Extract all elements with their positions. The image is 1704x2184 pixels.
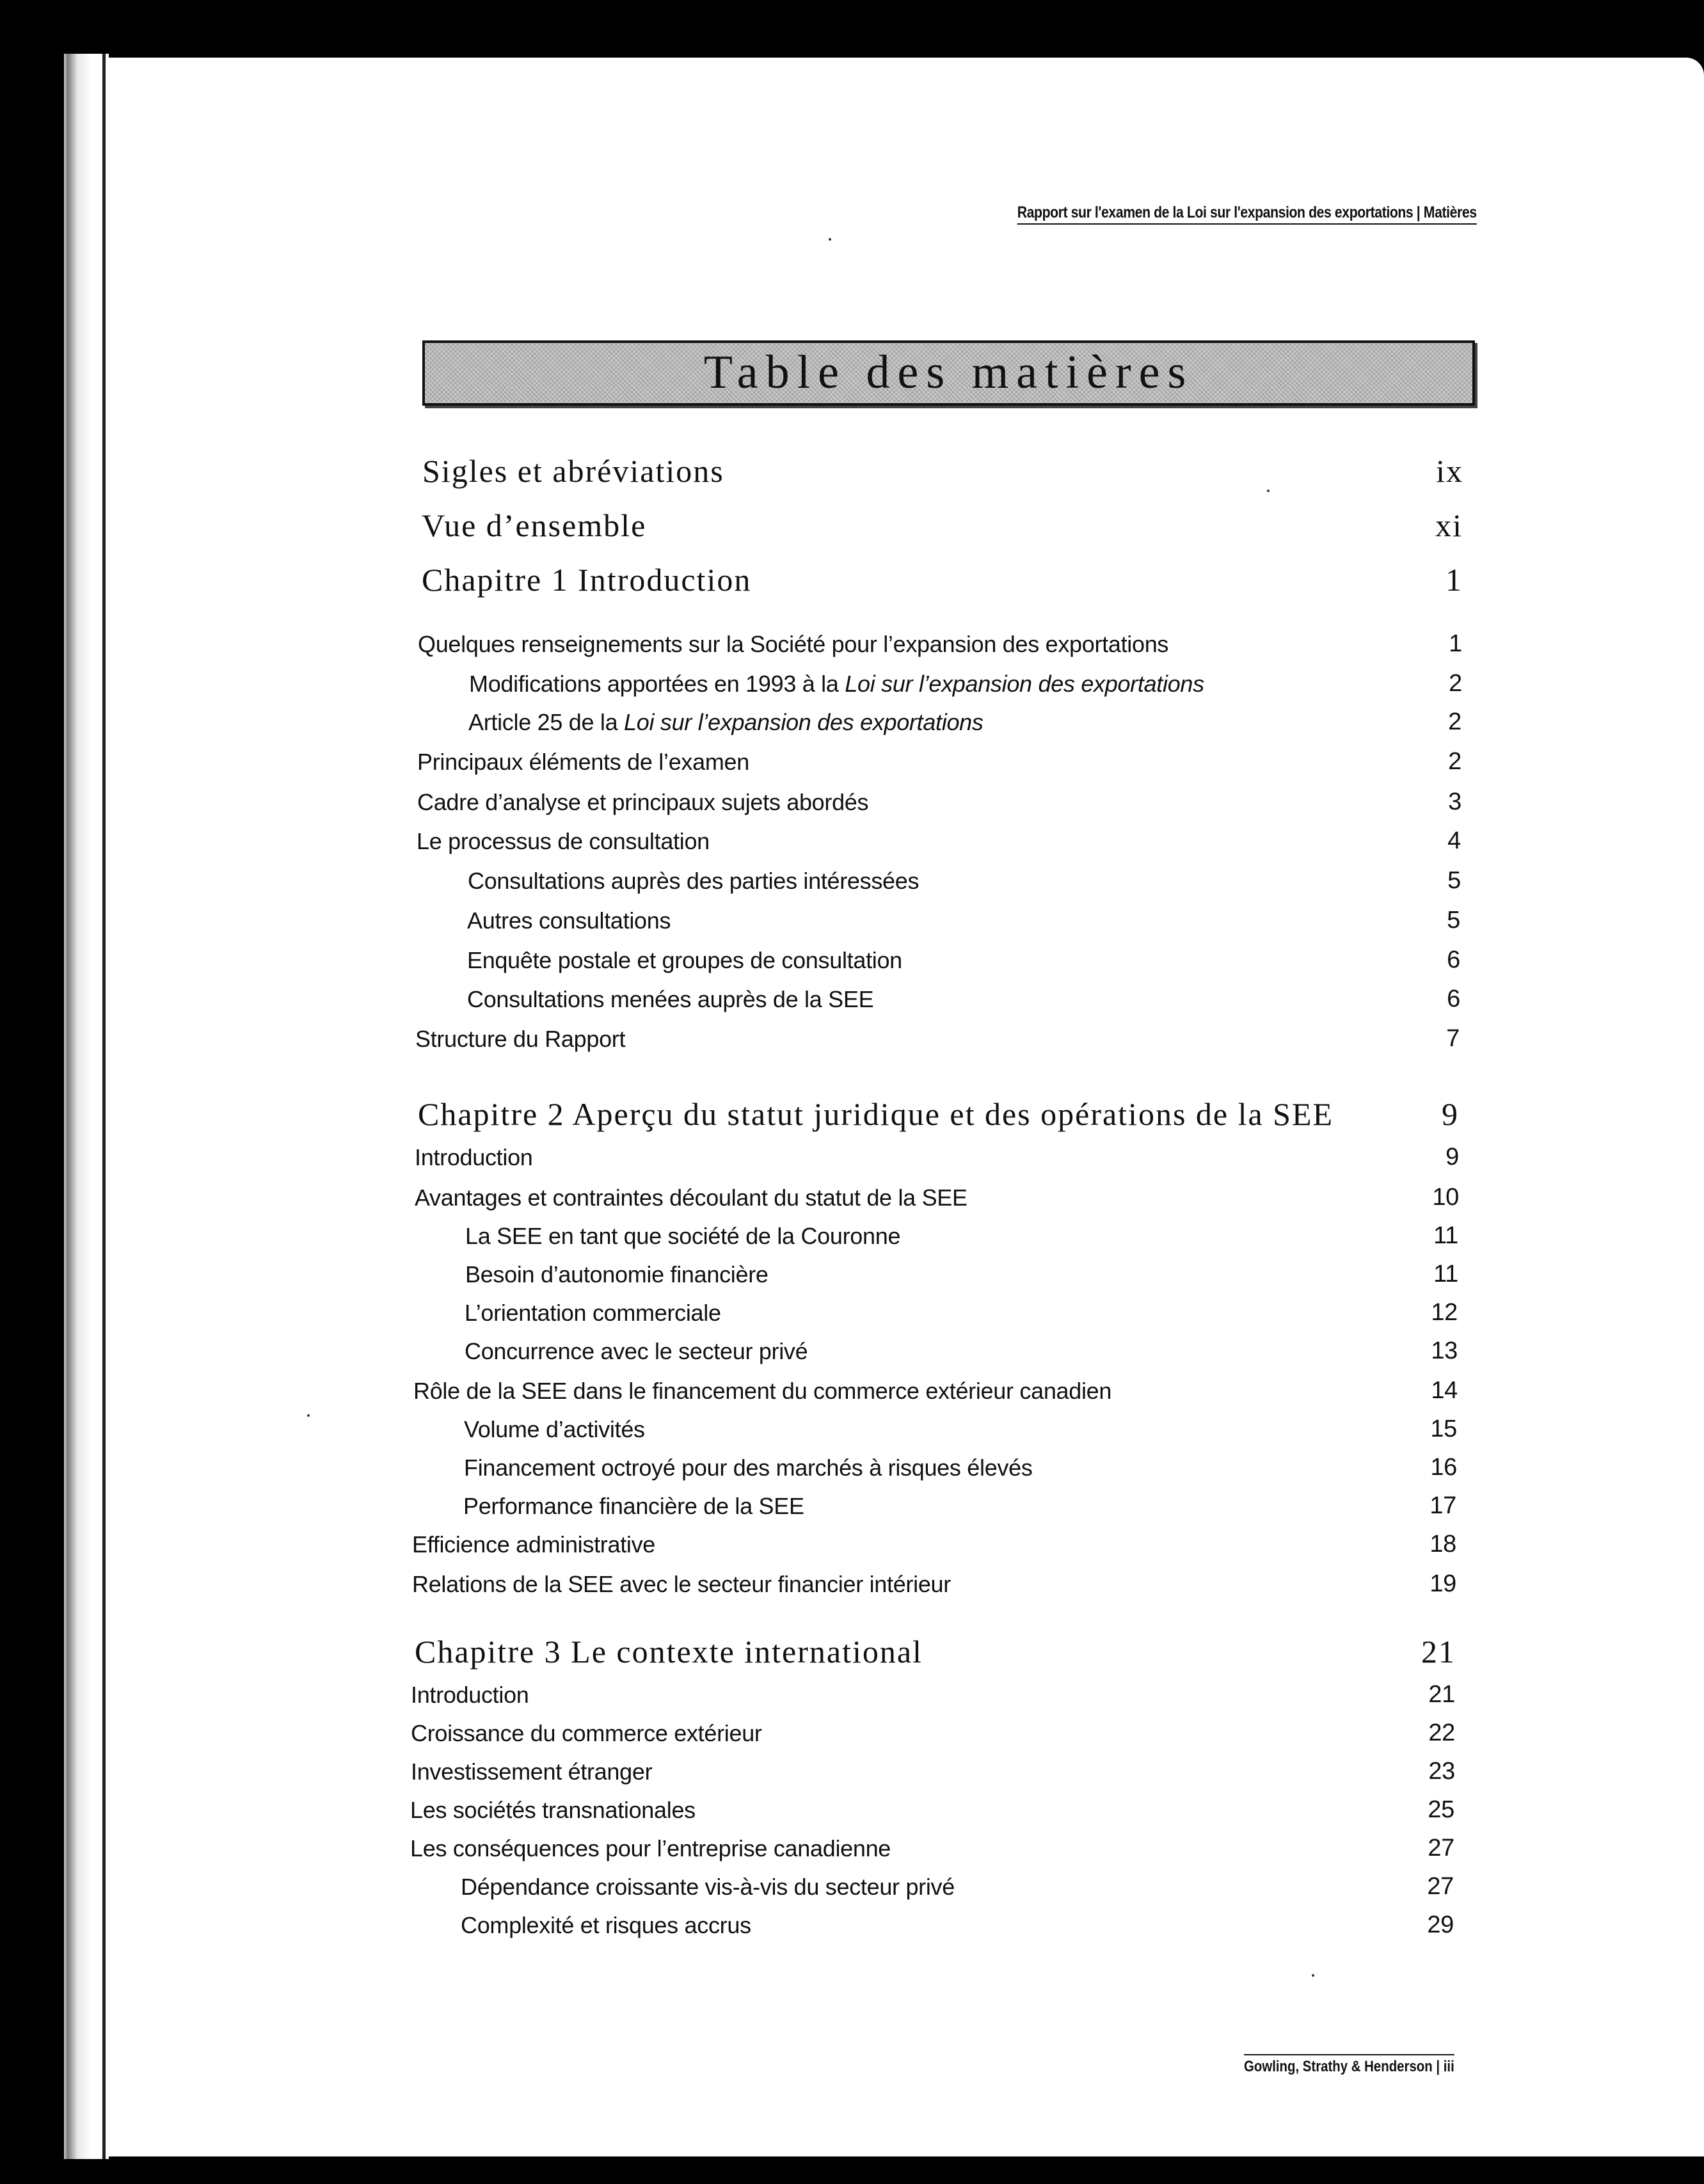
toc-entry[interactable]	[0, 1173, 1704, 1211]
toc-entry-text: Principaux éléments de l’examen	[417, 749, 749, 775]
title-banner	[422, 340, 1475, 406]
toc-entry-title	[418, 1096, 1334, 1133]
toc-entry[interactable]	[0, 451, 1704, 490]
toc-entry-title	[415, 1184, 967, 1211]
toc-entry[interactable]	[0, 1901, 1704, 1939]
toc-entry-title	[467, 907, 671, 934]
toc-entry-title	[417, 828, 710, 855]
toc-entry-title	[418, 631, 1168, 658]
toc-entry-page-number: 19	[1429, 1570, 1456, 1597]
toc-entry[interactable]	[0, 1405, 1704, 1443]
toc-entry[interactable]	[0, 1785, 1704, 1824]
toc-entry-page-number: 4	[1447, 827, 1461, 854]
toc-entry-text: Les conséquences pour l’entreprise canadienne	[410, 1835, 891, 1861]
toc-entry-title	[410, 1797, 696, 1824]
toc-entry-text: Introduction	[411, 1682, 529, 1708]
toc-entry[interactable]	[0, 1670, 1704, 1709]
toc-entry-page-number: 27	[1428, 1835, 1454, 1861]
toc-entry-page-number: 3	[1448, 788, 1461, 815]
toc-entry[interactable]	[0, 1747, 1704, 1785]
toc-entry-title	[422, 561, 751, 598]
toc-entry[interactable]	[0, 1824, 1704, 1862]
toc-entry-page-number: 18	[1429, 1531, 1456, 1558]
toc-entry-title	[415, 1144, 533, 1171]
toc-entry-page-number: 29	[1427, 1911, 1454, 1938]
toc-entry-page-number: 15	[1430, 1415, 1457, 1442]
toc-entry-text: Croissance du commerce extérieur	[411, 1720, 762, 1746]
toc-entry-page-number: 2	[1449, 670, 1462, 697]
toc-entry-text: Enquête postale et groupes de consultation	[467, 947, 902, 973]
toc-entry[interactable]	[0, 1250, 1704, 1288]
toc-entry[interactable]	[0, 1288, 1704, 1327]
toc-entry-page-number: 6	[1447, 946, 1460, 973]
toc-entry-page-number: 5	[1447, 867, 1461, 894]
page-title: Table des matières	[703, 346, 1194, 399]
toc-entry[interactable]	[0, 659, 1704, 697]
toc-entry[interactable]	[0, 1709, 1704, 1747]
toc-entry-page-number: xi	[1435, 507, 1463, 543]
toc-entry-text: Besoin d’autonomie financière	[465, 1261, 768, 1287]
toc-entry[interactable]	[0, 560, 1704, 598]
toc-entry[interactable]	[0, 975, 1704, 1013]
toc-entry-title	[465, 1261, 768, 1288]
toc-entry-page-number: 21	[1421, 1634, 1456, 1670]
running-footer: Gowling, Strathy & Henderson | iii	[1244, 2054, 1454, 2076]
toc-entry-title	[465, 1338, 808, 1365]
toc-entry[interactable]	[0, 619, 1704, 658]
toc-entry-page-number: 27	[1427, 1873, 1454, 1900]
toc-entry-text: Chapitre 1 Introduction	[422, 562, 752, 598]
toc-entry-text: Quelques renseignements sur la Société pour l’expansion des exportations	[418, 631, 1169, 657]
toc-entry[interactable]	[0, 1632, 1704, 1670]
toc-entry-title	[461, 1874, 955, 1901]
toc-entry-text: Performance financière de la SEE	[463, 1493, 804, 1519]
toc-entry-page-number: 12	[1431, 1299, 1458, 1326]
toc-entry-title	[411, 1682, 529, 1709]
toc-entry-title	[468, 868, 919, 895]
toc-entry-page-number: 9	[1442, 1096, 1459, 1132]
scan-speck	[1267, 490, 1270, 492]
toc-entry-title	[465, 1223, 900, 1250]
toc-entry[interactable]	[0, 697, 1704, 736]
toc-entry-text: Concurrence avec le secteur privé	[465, 1338, 808, 1364]
toc-entry-title	[415, 1026, 625, 1053]
toc-entry-title	[412, 1571, 951, 1598]
toc-entry-text: Investissement étranger	[411, 1758, 653, 1785]
toc-entry[interactable]	[0, 1133, 1704, 1171]
toc-entry[interactable]	[0, 1443, 1704, 1481]
toc-entry-text: Consultations auprès des parties intéressées	[468, 868, 920, 894]
toc-entry-text: Cadre d’analyse et principaux sujets abordés	[417, 789, 869, 815]
toc-entry-page-number: 17	[1429, 1492, 1456, 1519]
toc-entry-text: Chapitre 3 Le contexte international	[415, 1634, 923, 1670]
toc-entry-text: Modifications apportées en 1993 à la	[469, 671, 845, 697]
toc-entry-title	[464, 1455, 1033, 1481]
toc-entry-page-number: 5	[1447, 907, 1460, 934]
toc-entry[interactable]	[0, 1481, 1704, 1520]
toc-entry-title	[468, 709, 983, 736]
scan-speck	[1312, 1974, 1314, 1977]
toc-entry[interactable]	[0, 1366, 1704, 1405]
toc-entry-text: Introduction	[415, 1144, 533, 1170]
toc-entry-page-number: ix	[1436, 453, 1463, 489]
toc-entry[interactable]	[0, 1094, 1704, 1133]
toc-entry-text: Article 25 de la	[468, 709, 625, 735]
toc-entry-page-number: 11	[1433, 1261, 1458, 1287]
toc-entry-page-number: 6	[1447, 985, 1460, 1012]
toc-entry-text: Chapitre 2 Aperçu du statut juridique et des opérations de la SEE	[418, 1096, 1334, 1132]
toc-entry-page-number: 1	[1445, 562, 1463, 598]
toc-entry-text: Le processus de consultation	[417, 828, 710, 854]
toc-entry-text: Sigles et abréviations	[422, 453, 724, 489]
toc-entry-title	[422, 507, 646, 544]
toc-entry-text: Relations de la SEE avec le secteur financier intérieur	[412, 1571, 951, 1597]
toc-entry-page-number: 13	[1431, 1337, 1458, 1364]
toc-entry-title	[461, 1912, 751, 1939]
toc-entry-page-number: 23	[1428, 1758, 1455, 1785]
toc-entry-text: Vue d’ensemble	[422, 507, 647, 543]
toc-entry[interactable]	[0, 817, 1704, 855]
toc-entry-title	[417, 789, 868, 816]
toc-entry-page-number: 21	[1428, 1681, 1455, 1708]
toc-entry[interactable]	[0, 777, 1704, 816]
toc-entry-page-number: 10	[1432, 1184, 1459, 1211]
toc-entry-page-number: 25	[1428, 1796, 1454, 1823]
toc-entry[interactable]	[0, 1559, 1704, 1598]
toc-entry-text: Les sociétés transnationales	[410, 1797, 696, 1823]
toc-entry-italic-title: Loi sur l’expansion des exportations	[624, 709, 983, 735]
toc-entry-text: Volume d’activités	[464, 1416, 645, 1442]
toc-entry-text: Efficience administrative	[412, 1531, 656, 1558]
toc-entry-title	[417, 749, 749, 776]
toc-entry-title	[410, 1835, 891, 1862]
toc-entry-title	[467, 947, 902, 974]
toc-entry-title	[411, 1720, 762, 1747]
toc-entry-title	[465, 1300, 721, 1327]
toc-entry-title	[422, 452, 724, 490]
toc-entry-title	[463, 1493, 804, 1520]
toc-entry-page-number: 7	[1446, 1025, 1460, 1052]
toc-entry-title	[411, 1758, 652, 1785]
toc-entry[interactable]	[0, 1014, 1704, 1053]
toc-entry-text: Rôle de la SEE dans le financement du commerce extérieur canadien	[413, 1378, 1112, 1404]
toc-entry[interactable]	[0, 896, 1704, 934]
toc-entry-title	[413, 1378, 1111, 1405]
toc-entry[interactable]	[0, 936, 1704, 974]
toc-entry-text: Consultations menées auprès de la SEE	[467, 986, 874, 1012]
toc-entry-text: Financement octroyé pour des marchés à risques élevés	[464, 1455, 1033, 1481]
scan-speck	[829, 238, 831, 241]
toc-entry-page-number: 11	[1433, 1222, 1458, 1249]
toc-entry-page-number: 2	[1448, 708, 1461, 735]
toc-entry[interactable]	[0, 506, 1704, 544]
toc-entry-page-number: 22	[1428, 1719, 1455, 1746]
toc-entry-text: L’orientation commerciale	[465, 1300, 721, 1326]
running-header: Rapport sur l'examen de la Loi sur l'expansion des exportations | Matières	[1017, 203, 1477, 225]
toc-entry-page-number: 1	[1449, 630, 1462, 657]
scan-speck	[307, 1414, 310, 1417]
toc-entry-text: La SEE en tant que société de la Couronne	[465, 1223, 901, 1249]
toc-entry-page-number: 14	[1431, 1377, 1458, 1404]
toc-entry-text: Complexité et risques accrus	[461, 1912, 751, 1938]
toc-entry[interactable]	[0, 1520, 1704, 1558]
toc-entry[interactable]	[0, 1211, 1704, 1250]
toc-entry-page-number: 16	[1430, 1454, 1457, 1481]
toc-entry-text: Structure du Rapport	[415, 1026, 626, 1052]
toc-entry-text: Avantages et contraintes découlant du statut de la SEE	[415, 1184, 967, 1211]
toc-entry-title	[469, 671, 1204, 697]
toc-entry-page-number: 9	[1445, 1144, 1459, 1170]
toc-entry-page-number: 2	[1448, 748, 1461, 775]
toc-entry-italic-title: Loi sur l’expansion des exportations	[845, 671, 1204, 697]
toc-entry[interactable]	[0, 1862, 1704, 1901]
toc-entry-title	[467, 986, 873, 1013]
toc-entry-title	[415, 1633, 923, 1670]
toc-entry[interactable]	[0, 1327, 1704, 1365]
toc-entry-text: Dépendance croissante vis-à-vis du secteur privé	[461, 1874, 955, 1900]
toc-entry-title	[412, 1531, 655, 1558]
toc-entry[interactable]	[0, 737, 1704, 776]
toc-entry-title	[464, 1416, 645, 1443]
toc-entry-text: Autres consultations	[467, 907, 671, 934]
toc-entry[interactable]	[0, 856, 1704, 895]
